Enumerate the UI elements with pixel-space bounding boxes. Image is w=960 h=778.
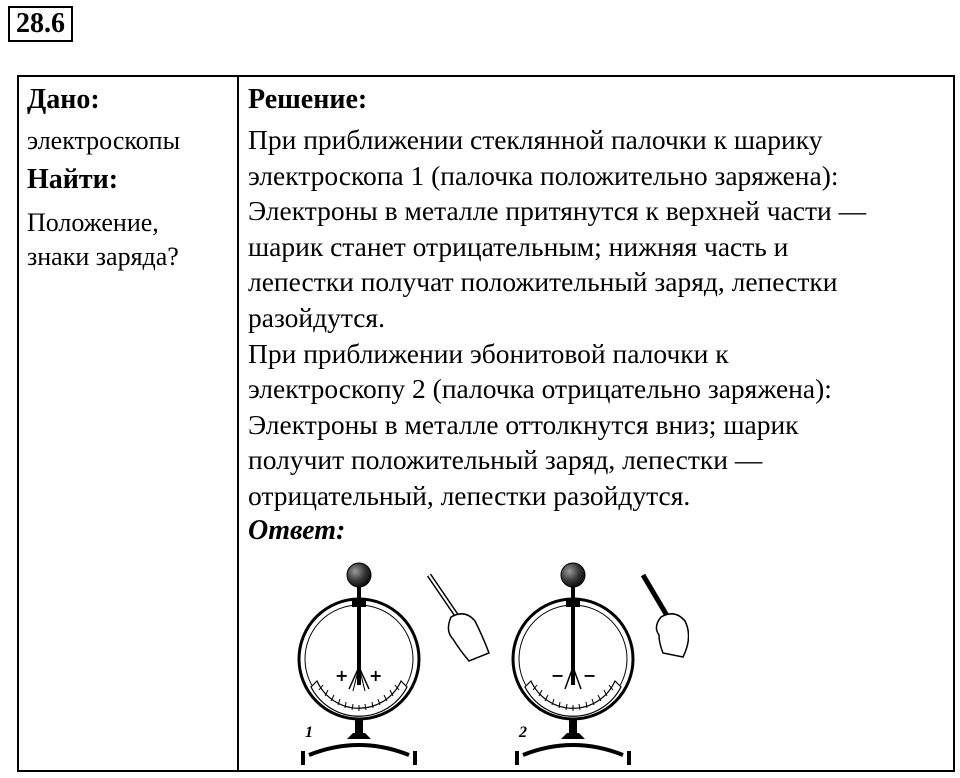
electroscope-ball: [561, 563, 585, 587]
electroscope-number: 2: [519, 724, 527, 741]
problem-number: 28.6: [8, 6, 73, 42]
solution-line: электроскопа 1 (палочка положительно заряжена):: [248, 159, 839, 191]
find-line: Положение,: [27, 208, 159, 237]
solution-line: отрицательный, лепестки разойдутся.: [248, 479, 691, 511]
hand-icon: [448, 614, 489, 661]
charge-sign: +: [335, 666, 349, 685]
charge-sign: −: [583, 666, 597, 685]
charge-sign: +: [369, 666, 383, 685]
given-heading: Дано:: [27, 84, 100, 115]
given-text: электроскопы: [27, 126, 181, 155]
find-line: знаки заряда?: [27, 242, 179, 271]
electroscope-number: 1: [305, 724, 313, 741]
solution-column: [239, 77, 953, 770]
solution-line: При приближении стеклянной палочки к шарику: [248, 124, 823, 155]
solution-line: шарик станет отрицательным; нижняя часть и: [248, 230, 789, 262]
solution-line: электроскопу 2 (палочка отрицательно заряжена):: [248, 373, 832, 405]
answer-heading: Ответ:: [248, 514, 346, 546]
charge-sign: −: [551, 666, 565, 685]
electroscope-1: [299, 563, 489, 765]
hand-icon: [656, 614, 688, 657]
solution-line: Электроны в металле оттолкнутся вниз; шарик: [248, 408, 799, 440]
find-heading: Найти:: [27, 164, 119, 195]
task-table: [17, 75, 955, 772]
solution-line: получит положительный заряд, лепестки —: [248, 444, 763, 476]
electroscope-ball: [347, 563, 371, 587]
ebonite-rod: [643, 575, 669, 619]
electroscopes-figure: [269, 557, 689, 772]
given-column: [19, 77, 239, 770]
solution-line: разойдутся.: [248, 301, 385, 333]
solution-line: При приближении эбонитовой палочки к: [248, 337, 729, 369]
solution-line: лепестки получат положительный заряд, лепестки: [248, 266, 838, 298]
solution-text: [248, 122, 945, 514]
find-text: [27, 206, 229, 274]
electroscope-2: [513, 563, 689, 765]
solution-heading: Решение:: [248, 84, 368, 115]
solution-line: Электроны в металле притянутся к верхней части —: [248, 195, 867, 227]
